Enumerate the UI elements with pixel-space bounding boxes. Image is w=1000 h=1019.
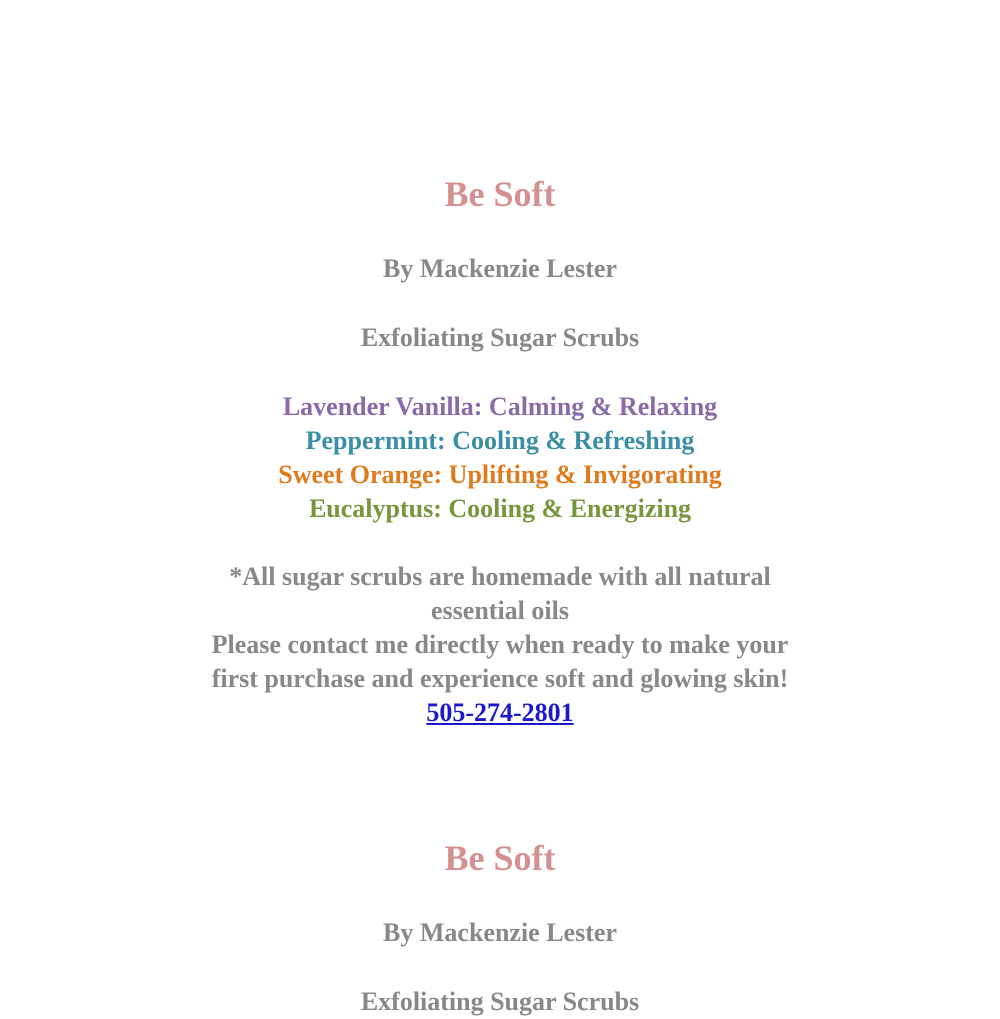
contact-line-2: first purchase and experience soft and glowing skin! — [211, 664, 789, 693]
note-line-1: *All sugar scrubs are homemade with all natural — [229, 562, 771, 591]
flyer-2 — [0, 836, 1000, 1019]
scent-list — [0, 390, 1000, 526]
scent-eucalyptus: Eucalyptus: Cooling & Energizing — [308, 494, 692, 523]
flyer-title: Be Soft — [444, 174, 556, 214]
flyer-byline: By Mackenzie Lester — [383, 254, 617, 283]
flyer-1 — [0, 172, 1000, 730]
flyer-subtitle: Exfoliating Sugar Scrubs — [360, 323, 640, 352]
flyer-notes — [0, 560, 1000, 730]
flyer-byline: By Mackenzie Lester — [383, 918, 617, 947]
phone-link[interactable]: 505-274-2801 — [426, 698, 574, 727]
scent-sweet-orange: Sweet Orange: Uplifting & Invigorating — [278, 460, 722, 489]
phone-row — [0, 696, 1000, 730]
flyer-subtitle: Exfoliating Sugar Scrubs — [360, 987, 640, 1016]
note-line-2: essential oils — [431, 596, 569, 625]
scent-lavender-vanilla: Lavender Vanilla: Calming & Relaxing — [282, 392, 718, 421]
contact-line-1: Please contact me directly when ready to make your — [211, 630, 789, 659]
scent-peppermint: Peppermint: Cooling & Refreshing — [305, 426, 695, 455]
flyer-title: Be Soft — [444, 838, 556, 878]
